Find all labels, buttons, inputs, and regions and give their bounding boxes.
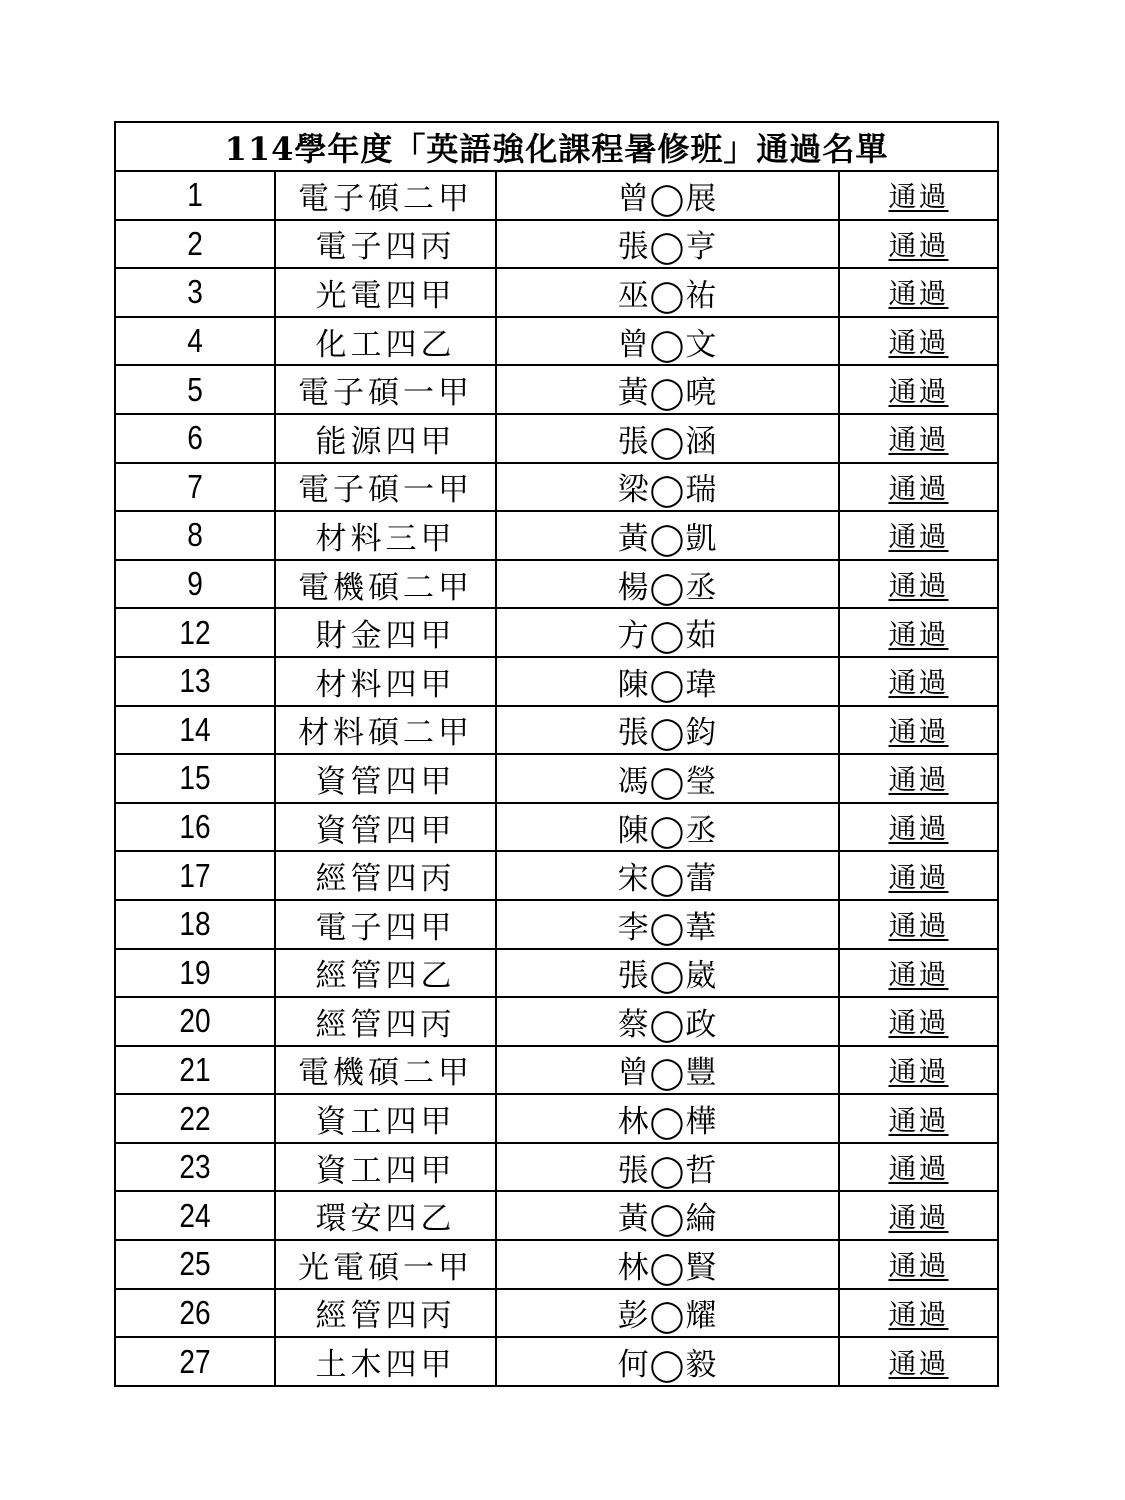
pass-status-cell: 通過	[839, 171, 998, 220]
pass-status-cell: 通過	[839, 706, 998, 755]
table-row	[115, 1191, 998, 1240]
pass-status-cell: 通過	[839, 414, 998, 463]
row-number: 25	[127, 1240, 263, 1289]
pass-status-cell: 通過	[839, 1337, 998, 1386]
department-cell: 資管四甲	[275, 803, 496, 852]
row-number: 23	[127, 1143, 263, 1192]
pass-status-cell: 通過	[839, 900, 998, 949]
department-cell: 資工四甲	[275, 1143, 496, 1192]
row-number: 3	[127, 268, 263, 317]
pass-list-table	[114, 121, 999, 1387]
student-name-cell: 黃◯凱	[496, 511, 839, 560]
row-number: 17	[127, 851, 263, 900]
row-number: 6	[127, 414, 263, 463]
department-cell: 材料三甲	[275, 511, 496, 560]
pass-status-cell: 通過	[839, 949, 998, 998]
student-name-cell: 楊◯丞	[496, 560, 839, 609]
department-cell: 經管四丙	[275, 997, 496, 1046]
department-cell: 材料四甲	[275, 657, 496, 706]
department-cell: 化工四乙	[275, 317, 496, 366]
table-body	[115, 171, 998, 1386]
student-name-cell: 張◯哲	[496, 1143, 839, 1192]
student-name-cell: 曾◯豐	[496, 1046, 839, 1095]
row-number: 18	[127, 900, 263, 949]
row-number: 27	[127, 1337, 263, 1386]
pass-status-cell: 通過	[839, 1191, 998, 1240]
pass-status-cell: 通過	[839, 463, 998, 512]
table-row	[115, 1289, 998, 1338]
table-row	[115, 317, 998, 366]
table-row	[115, 900, 998, 949]
department-cell: 電子碩一甲	[275, 463, 496, 512]
department-cell: 經管四丙	[275, 851, 496, 900]
table-row	[115, 997, 998, 1046]
department-cell: 能源四甲	[275, 414, 496, 463]
table-row	[115, 560, 998, 609]
pass-status-cell: 通過	[839, 560, 998, 609]
department-cell: 電機碩二甲	[275, 560, 496, 609]
row-number: 5	[127, 365, 263, 414]
department-cell: 光電四甲	[275, 268, 496, 317]
department-cell: 資管四甲	[275, 754, 496, 803]
student-name-cell: 何◯毅	[496, 1337, 839, 1386]
department-cell: 資工四甲	[275, 1094, 496, 1143]
row-number: 1	[127, 171, 263, 220]
table-row	[115, 657, 998, 706]
student-name-cell: 張◯亨	[496, 220, 839, 269]
pass-status-cell: 通過	[839, 608, 998, 657]
student-name-cell: 李◯葦	[496, 900, 839, 949]
row-number: 12	[127, 608, 263, 657]
student-name-cell: 方◯茹	[496, 608, 839, 657]
row-number: 8	[127, 511, 263, 560]
student-name-cell: 曾◯展	[496, 171, 839, 220]
department-cell: 環安四乙	[275, 1191, 496, 1240]
title-row	[115, 122, 998, 171]
department-cell: 財金四甲	[275, 608, 496, 657]
table-row	[115, 511, 998, 560]
row-number: 26	[127, 1289, 263, 1338]
table-row	[115, 803, 998, 852]
table-row	[115, 1143, 998, 1192]
table-row	[115, 463, 998, 512]
table-row	[115, 268, 998, 317]
pass-status-cell: 通過	[839, 1143, 998, 1192]
pass-status-cell: 通過	[839, 997, 998, 1046]
pass-status-cell: 通過	[839, 365, 998, 414]
pass-status-cell: 通過	[839, 851, 998, 900]
row-number: 2	[127, 220, 263, 269]
student-name-cell: 梁◯瑞	[496, 463, 839, 512]
table-row	[115, 851, 998, 900]
student-name-cell: 黃◯喨	[496, 365, 839, 414]
table-title: 114學年度「英語強化課程暑修班」通過名單	[115, 122, 998, 171]
table-row	[115, 1240, 998, 1289]
table-row	[115, 1046, 998, 1095]
pass-status-cell: 通過	[839, 754, 998, 803]
table-row	[115, 949, 998, 998]
table-row	[115, 414, 998, 463]
table-row	[115, 608, 998, 657]
student-name-cell: 林◯樺	[496, 1094, 839, 1143]
pass-status-cell: 通過	[839, 1046, 998, 1095]
pass-status-cell: 通過	[839, 268, 998, 317]
student-name-cell: 彭◯耀	[496, 1289, 839, 1338]
department-cell: 電子四丙	[275, 220, 496, 269]
pass-status-cell: 通過	[839, 1094, 998, 1143]
row-number: 20	[127, 997, 263, 1046]
pass-status-cell: 通過	[839, 1289, 998, 1338]
table-row	[115, 706, 998, 755]
department-cell: 電子四甲	[275, 900, 496, 949]
row-number: 19	[127, 949, 263, 998]
pass-status-cell: 通過	[839, 803, 998, 852]
pass-status-cell: 通過	[839, 1240, 998, 1289]
student-name-cell: 馮◯瑩	[496, 754, 839, 803]
department-cell: 經管四丙	[275, 1289, 496, 1338]
department-cell: 經管四乙	[275, 949, 496, 998]
pass-list-sheet	[114, 121, 999, 1387]
table-row	[115, 220, 998, 269]
department-cell: 電機碩二甲	[275, 1046, 496, 1095]
department-cell: 土木四甲	[275, 1337, 496, 1386]
table-row	[115, 171, 998, 220]
table-row	[115, 1094, 998, 1143]
student-name-cell: 林◯賢	[496, 1240, 839, 1289]
row-number: 24	[127, 1191, 263, 1240]
table-row	[115, 1337, 998, 1386]
student-name-cell: 陳◯瑋	[496, 657, 839, 706]
row-number: 15	[127, 754, 263, 803]
student-name-cell: 宋◯蕾	[496, 851, 839, 900]
student-name-cell: 蔡◯政	[496, 997, 839, 1046]
pass-status-cell: 通過	[839, 657, 998, 706]
row-number: 14	[127, 706, 263, 755]
row-number: 9	[127, 560, 263, 609]
student-name-cell: 張◯鈞	[496, 706, 839, 755]
pass-status-cell: 通過	[839, 511, 998, 560]
student-name-cell: 張◯涵	[496, 414, 839, 463]
table-row	[115, 365, 998, 414]
row-number: 22	[127, 1094, 263, 1143]
student-name-cell: 曾◯文	[496, 317, 839, 366]
row-number: 4	[127, 317, 263, 366]
row-number: 21	[127, 1046, 263, 1095]
department-cell: 電子碩二甲	[275, 171, 496, 220]
department-cell: 電子碩一甲	[275, 365, 496, 414]
student-name-cell: 陳◯丞	[496, 803, 839, 852]
pass-status-cell: 通過	[839, 220, 998, 269]
department-cell: 光電碩一甲	[275, 1240, 496, 1289]
row-number: 13	[127, 657, 263, 706]
department-cell: 材料碩二甲	[275, 706, 496, 755]
student-name-cell: 黃◯綸	[496, 1191, 839, 1240]
row-number: 7	[127, 463, 263, 512]
pass-status-cell: 通過	[839, 317, 998, 366]
table-row	[115, 754, 998, 803]
student-name-cell: 張◯崴	[496, 949, 839, 998]
student-name-cell: 巫◯祐	[496, 268, 839, 317]
row-number: 16	[127, 803, 263, 852]
